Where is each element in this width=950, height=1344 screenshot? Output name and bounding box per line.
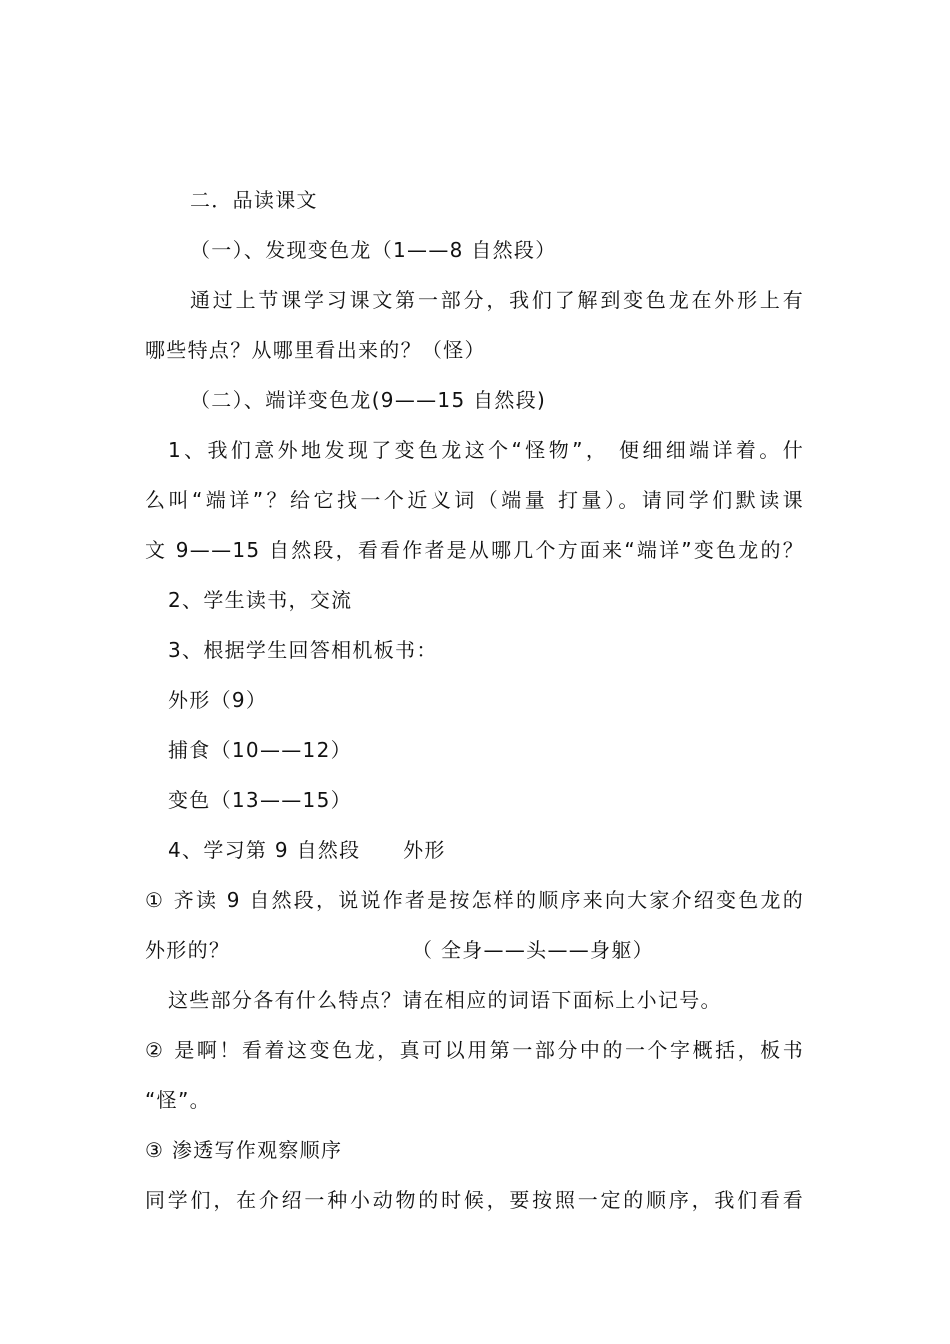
- step2-text: 2、学生读书，交流: [168, 588, 353, 612]
- section-heading: 二．品读课文: [190, 188, 318, 212]
- part1-heading: （一）、发现变色龙（1——8 自然段）: [190, 238, 557, 262]
- board-item-feeding: 捕食（10——12）: [168, 738, 352, 762]
- item1-line3: 这些部分各有什么特点？请在相应的词语下面标上小记号。: [168, 988, 722, 1012]
- item3-line2: 同学们，在介绍一种小动物的时候，要按照一定的顺序，我们看看: [145, 1188, 804, 1212]
- item2-line1: ② 是啊！看着这变色龙，真可以用第一部分中的一个字概括，板书: [145, 1038, 804, 1062]
- part1-paragraph-line1: 通过上节课学习课文第一部分，我们了解到变色龙在外形上有: [190, 288, 804, 312]
- board-item-appearance: 外形（9）: [168, 688, 268, 712]
- step4-text: 4、学习第 9 自然段 外形: [168, 838, 446, 862]
- item3-line1: ③ 渗透写作观察顺序: [145, 1138, 343, 1162]
- step1-line3: 文 9——15 自然段，看看作者是从哪几个方面来“端详”变色龙的？: [145, 538, 804, 562]
- item1-line2: 外形的？: [145, 938, 231, 962]
- board-item-color-change: 变色（13——15）: [168, 788, 352, 812]
- step1-line1: 1、我们意外地发现了变色龙这个“怪物”， 便细细端详着。什: [168, 438, 804, 462]
- step3-text: 3、根据学生回答相机板书：: [168, 638, 438, 662]
- part1-paragraph-line2: 哪些特点？从哪里看出来的？（怪）: [145, 338, 486, 362]
- step1-line2: 么叫“端详”？给它找一个近义词（端量 打量）。请同学们默读课: [145, 488, 804, 512]
- item2-line2: “怪”。: [145, 1088, 211, 1112]
- part2-heading: （二）、端详变色龙(9——15 自然段): [190, 388, 547, 412]
- item1-line1: ① 齐读 9 自然段，说说作者是按怎样的顺序来向大家介绍变色龙的: [145, 888, 804, 912]
- item1-answer: （ 全身——头——身躯）: [412, 938, 654, 962]
